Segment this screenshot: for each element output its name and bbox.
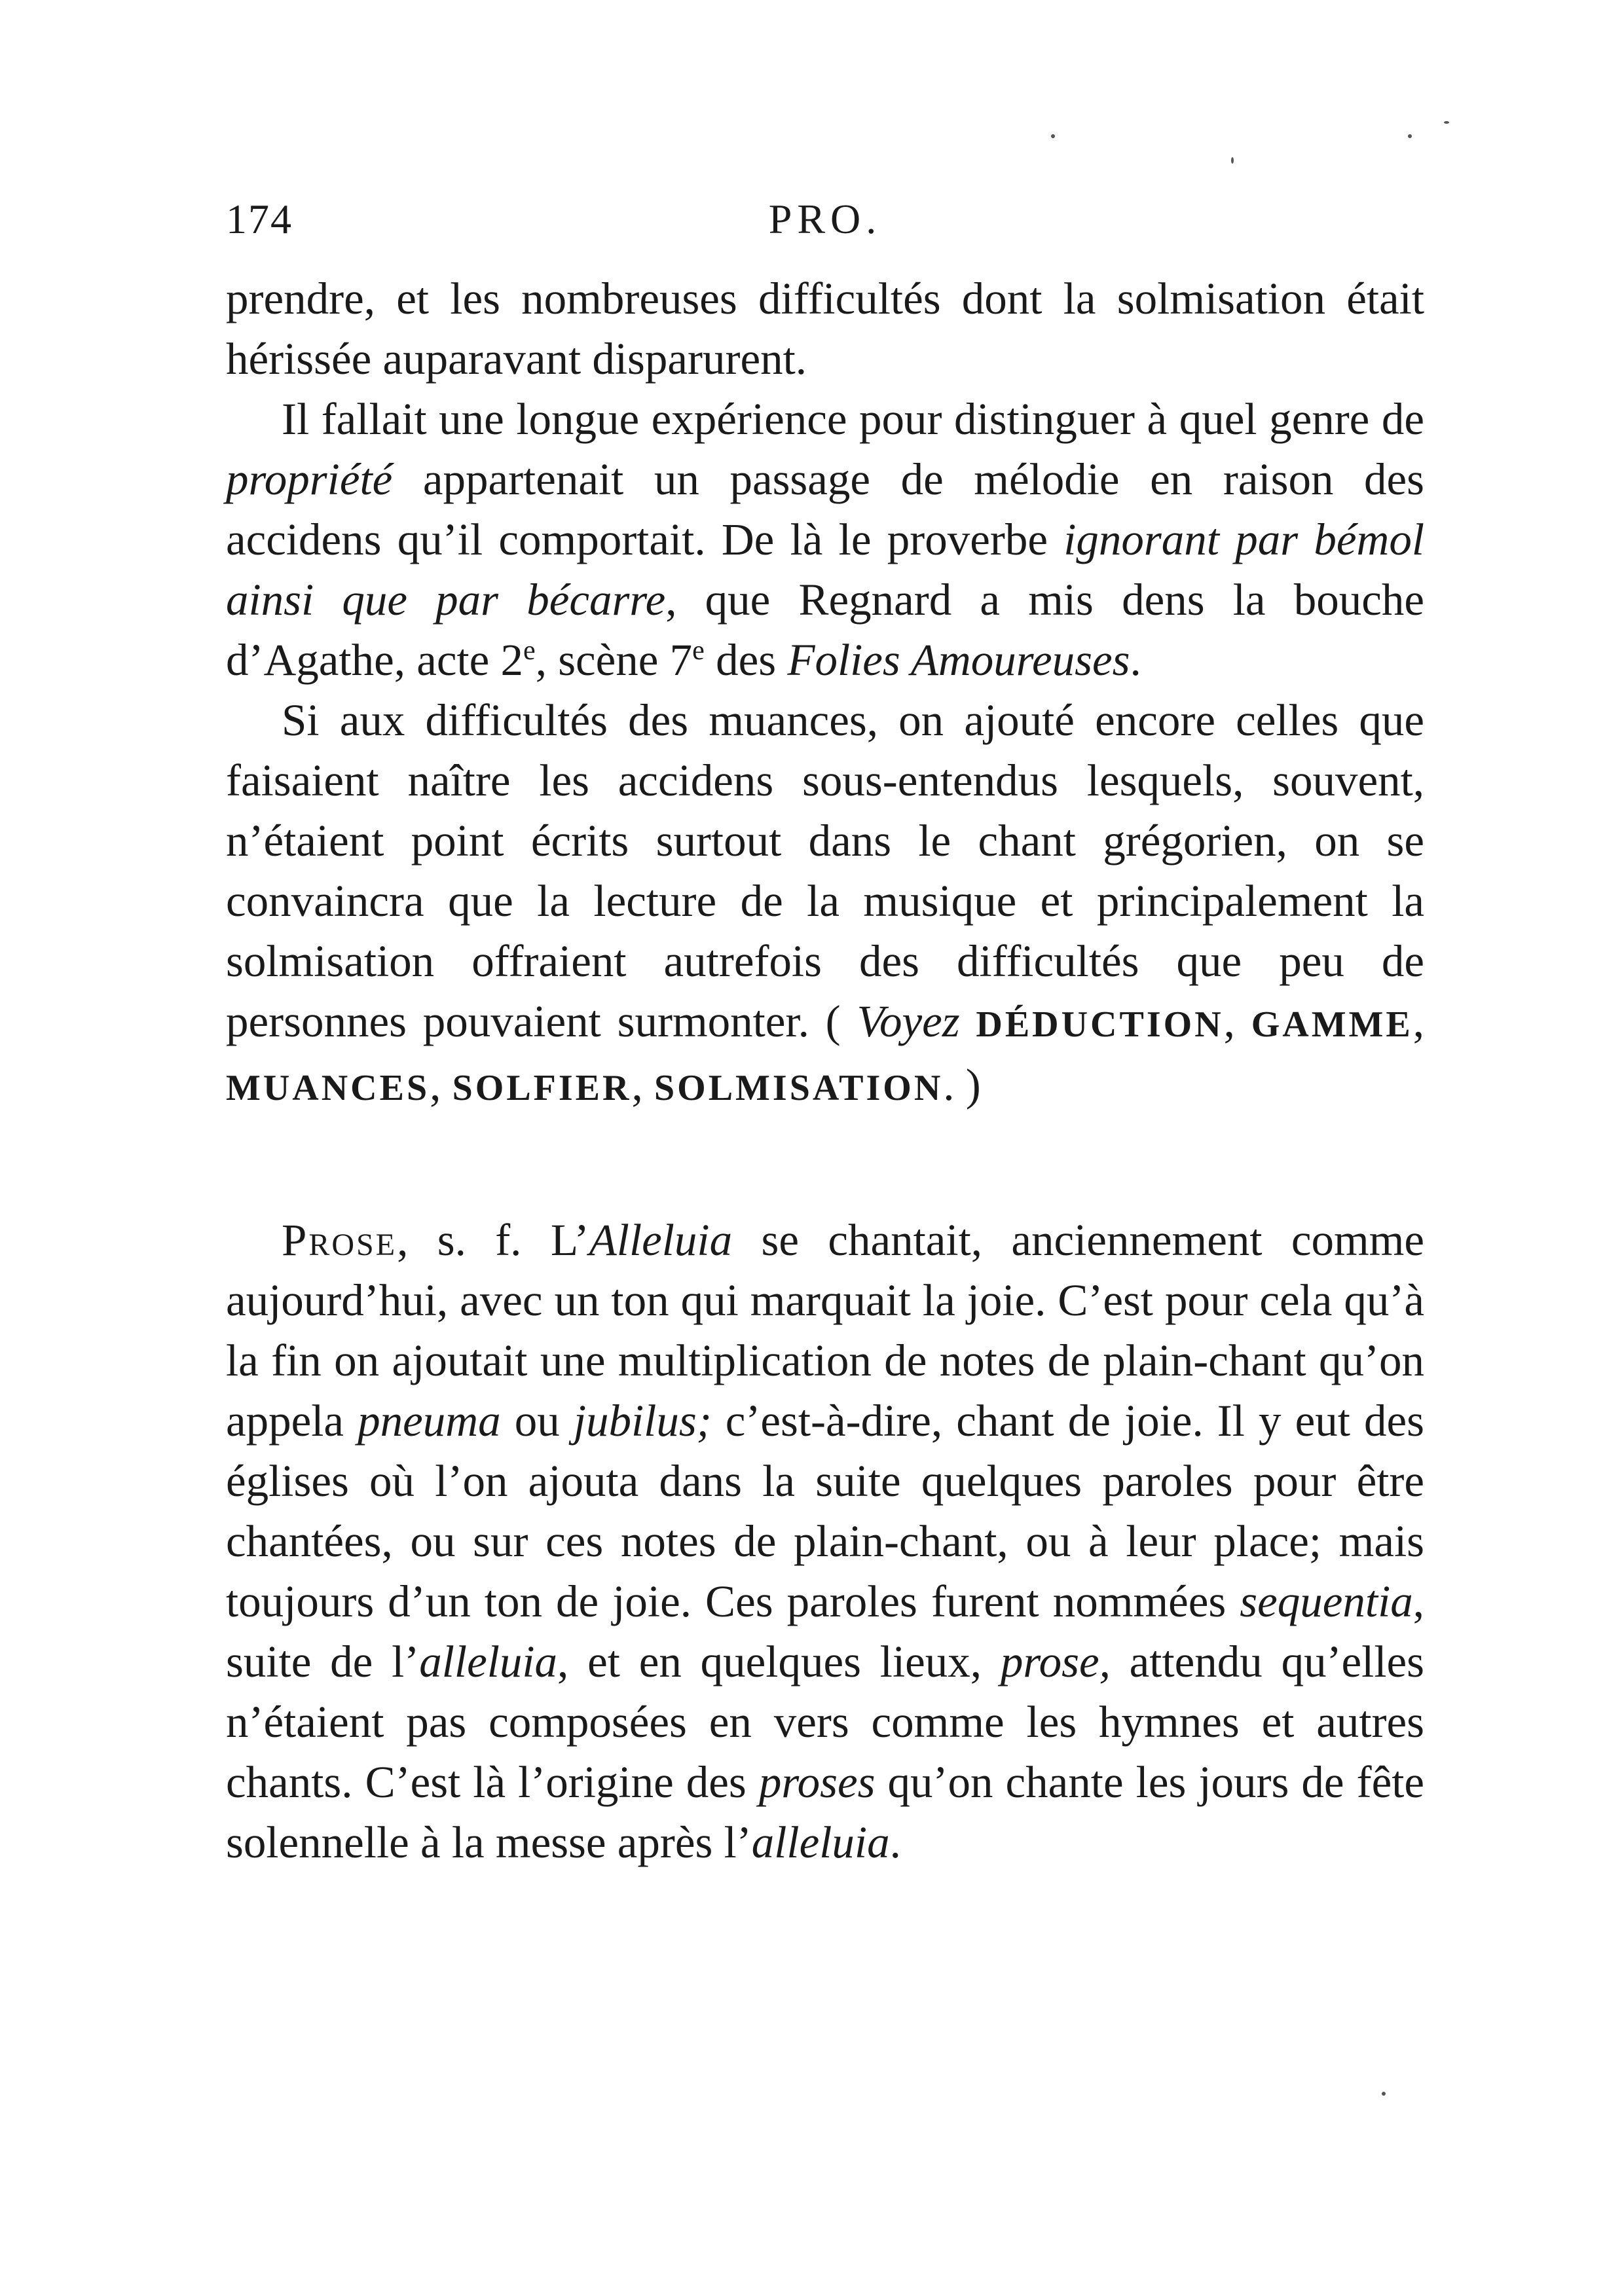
italic-term: propriété	[226, 454, 393, 504]
text-run: , et en quelques lieux,	[557, 1637, 1001, 1686]
italic-term: proses	[758, 1757, 876, 1807]
text-run: , s. f. L’	[397, 1215, 589, 1265]
text-run: .	[1130, 635, 1141, 685]
cross-reference: MUANCES	[226, 1068, 430, 1108]
cross-reference: SOLMISATION	[654, 1068, 944, 1108]
text-run: ou	[500, 1396, 574, 1446]
text-run: . )	[943, 1060, 981, 1110]
running-title: PRO.	[768, 196, 882, 242]
ink-speck	[1231, 157, 1234, 164]
italic-title: Folies Amoureuses	[787, 635, 1130, 685]
italic-term: alleluia	[751, 1817, 890, 1867]
italic-term: prose,	[1000, 1637, 1111, 1686]
page-number: 174	[226, 196, 293, 242]
italic-term: sequentia	[1240, 1576, 1413, 1626]
text-run: , scène 7	[535, 635, 693, 685]
text-run: appartenait un passage de mélodie en raison des accidens qu’il comportait. De là le proverbe	[226, 454, 1424, 564]
cross-reference: DÉDUCTION	[976, 1004, 1224, 1045]
text-run: , que Regnard a mis dens la bouche d’Agathe, acte 2	[226, 575, 1424, 685]
ink-speck	[1382, 2092, 1386, 2096]
text-run: c’est-à-dire, chant de joie. Il y eut des églises où l’on ajouta dans la suite quelques paroles pour être chantées, ou sur ces notes de plain-chant, ou à leur place; mais toujours d’un ton de joie. Ces paroles furent nommées	[226, 1396, 1425, 1626]
ink-speck	[1408, 134, 1412, 138]
body-text	[226, 268, 1424, 1872]
text-run: qu’on chante les jours de fête solennelle à la messe après l’	[226, 1757, 1424, 1867]
text-run: attendu qu’elles n’étaient pas composées en vers comme les hymnes et autres chants. C’est là l’origine des	[226, 1637, 1424, 1807]
italic-quote: ignorant par bémol ainsi que par bécarre	[226, 515, 1424, 625]
italic-term: alleluia	[419, 1637, 558, 1686]
superscript: e	[692, 636, 705, 666]
text-run: .	[889, 1817, 901, 1867]
entry-headword: Prose	[282, 1215, 397, 1265]
text-run: , suite de l’	[226, 1576, 1424, 1686]
paragraph-propriete	[226, 389, 1424, 690]
italic-term: Alleluia	[589, 1215, 733, 1265]
running-head	[226, 190, 1424, 249]
separator: ,	[1223, 996, 1251, 1046]
ink-speck	[1051, 134, 1055, 138]
separator: ,	[631, 1060, 654, 1110]
cross-reference: SOLFIER	[452, 1068, 632, 1108]
cross-reference: GAMME	[1251, 1004, 1413, 1045]
text-run: des	[704, 635, 788, 685]
text-run: Si aux difficultés des muances, on ajouté encore celles que faisaient naître les accidens sous-entendus lesquels, souvent, n’étaient point écrits surtout dans le chant grégorien, on se convaincra que la lecture de la musique et principalement la solmisation offraient autrefois des difficultés que peu de personnes pouvaient surmonter. (	[226, 695, 1424, 1046]
superscript: e	[523, 636, 536, 666]
ink-speck	[1444, 121, 1449, 124]
text-run: prendre, et les nombreuses difficultés dont la solmisation était hérissée auparavant disparurent.	[226, 274, 1424, 384]
paragraph-muances	[226, 690, 1424, 1118]
italic-voyez: Voyez	[857, 996, 960, 1046]
entry-prose	[226, 1210, 1424, 1872]
text-run: se chantait, anciennement comme aujourd’hui, avec un ton qui marquait la joie. C’est pour cela qu’à la fin on ajoutait une multiplication de notes de plain-chant qu’on appela	[226, 1215, 1424, 1446]
separator: ,	[1412, 996, 1425, 1046]
text-run: Il fallait une longue expérience pour distinguer à quel genre de	[282, 394, 1424, 444]
section-gap	[226, 1118, 1424, 1210]
italic-term: pneuma	[358, 1396, 501, 1446]
paragraph-continuation	[226, 268, 1424, 389]
italic-term: jubilus;	[573, 1396, 712, 1446]
separator: ,	[430, 1060, 452, 1110]
